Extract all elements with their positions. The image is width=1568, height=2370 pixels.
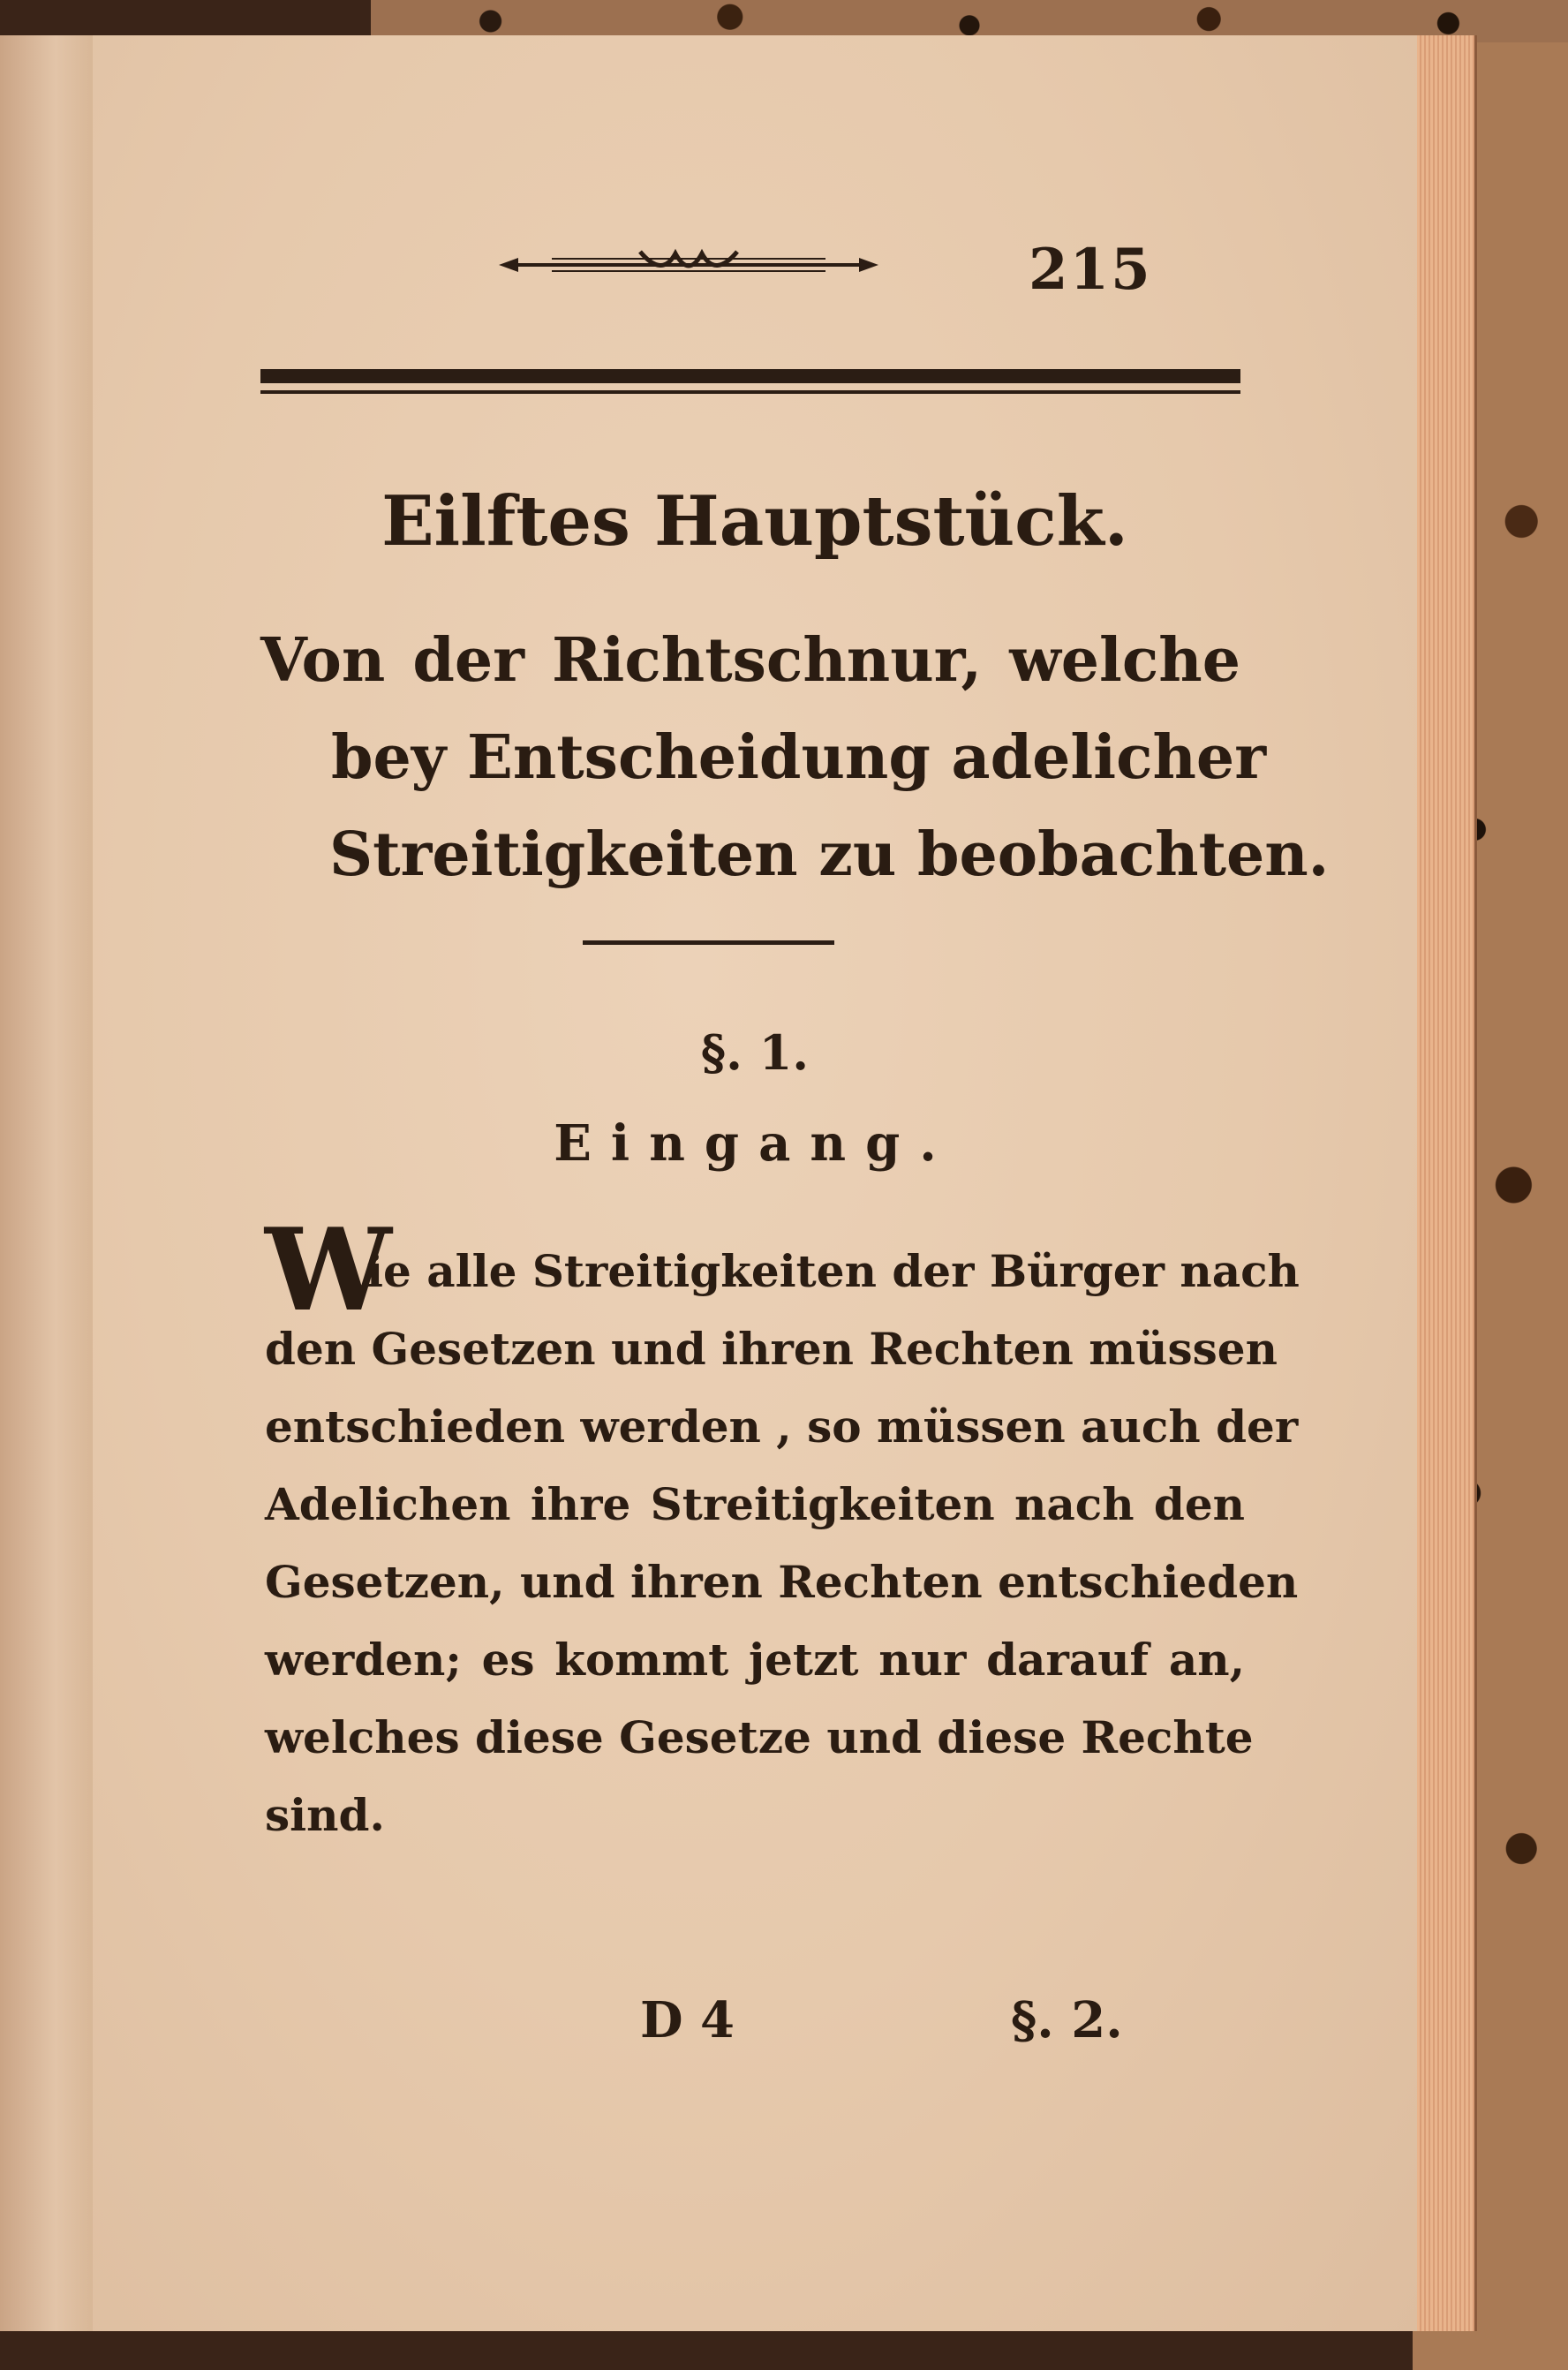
chapter-subtitle-line: bey Entscheidung adelicher <box>331 722 1267 793</box>
body-text-line: werden; es kommt jetzt nur darauf an, <box>265 1634 1245 1686</box>
section-heading: Eingang. <box>554 1114 956 1173</box>
book-page <box>93 35 1417 2331</box>
chapter-subtitle-line: Von der Richtschnur, welche <box>260 625 1240 696</box>
chapter-subtitle-line: Streitigkeiten zu beobachten. <box>329 819 1330 890</box>
catchword: §. 2. <box>1011 1991 1123 2049</box>
drop-cap: W <box>265 1204 392 1337</box>
section-divider <box>583 940 834 945</box>
body-text-line: welches diese Gesetze und diese Rechte <box>265 1711 1254 1763</box>
body-text-line: Gesetzen, und ihren Rechten entschieden <box>265 1556 1299 1608</box>
header-rule-thick <box>260 369 1240 383</box>
body-text-line: Adelichen ihre Streitigkeiten nach den <box>265 1478 1245 1530</box>
chapter-title: Eilftes Hauptstück. <box>381 481 1128 562</box>
header-ornament <box>499 243 878 287</box>
body-text-line: ie alle Streitigkeiten der Bürger nach <box>366 1245 1300 1297</box>
body-text-line: den Gesetzen und ihren Rechten müssen <box>265 1323 1278 1375</box>
page-number: 215 <box>1029 237 1152 303</box>
signature-mark: D 4 <box>640 1991 735 2049</box>
body-text-line: sind. <box>265 1789 385 1841</box>
body-text-line: entschieden werden , so müssen auch der <box>265 1400 1299 1453</box>
section-mark: §. 1. <box>700 1024 810 1081</box>
previous-page-edge <box>0 35 94 2331</box>
header-rule-thin <box>260 390 1240 394</box>
